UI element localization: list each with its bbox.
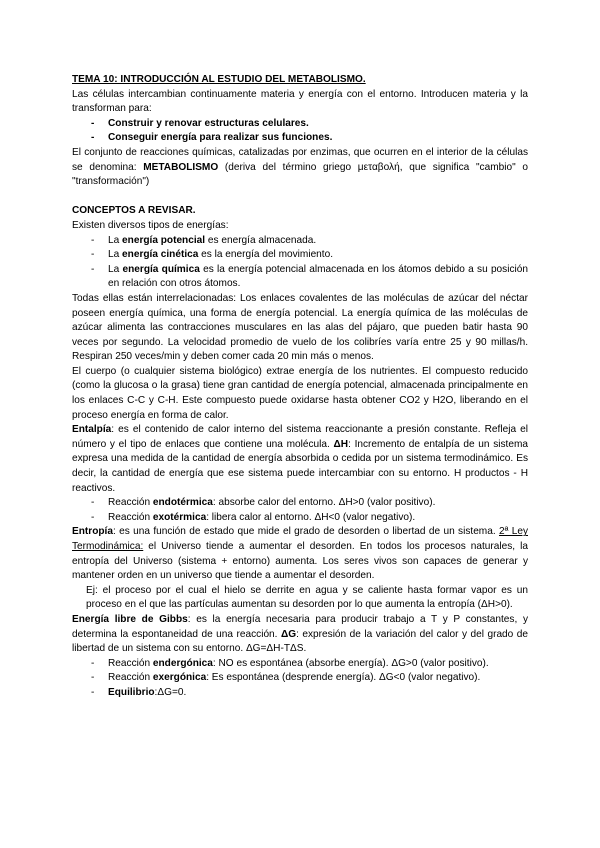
list-item: - Reacción exotérmica: libera calor al entorno. ΔH<0 (valor negativo). bbox=[72, 511, 528, 526]
document-title: TEMA 10: INTRODUCCIÓN AL ESTUDIO DEL METABOLISMO. bbox=[72, 74, 366, 85]
list-item: - La energía cinética es la energía del movimiento. bbox=[72, 248, 528, 263]
gibbs-list bbox=[72, 657, 528, 701]
term-delta-g: ΔG bbox=[280, 628, 297, 640]
term: energía química bbox=[122, 263, 200, 275]
list-item: - Conseguir energía para realizar sus funciones. bbox=[72, 131, 528, 146]
term-entropia: Entropía bbox=[72, 526, 113, 538]
term: endergónica bbox=[152, 657, 213, 669]
term: exotérmica bbox=[152, 511, 207, 523]
list-item: - Reacción endotérmica: absorbe calor del entorno. ΔH>0 (valor positivo). bbox=[72, 496, 528, 511]
energias-list bbox=[72, 234, 528, 292]
list-item: - Equilibrio:ΔG=0. bbox=[72, 686, 528, 701]
gibbs-paragraph: Energía libre de Gibbs: es la energía necesaria para producir trabajo a T y P constantes, y determina la espontaneidad de una reacción. ΔG: expresión de la variación del calor y del grado de libertad de un sistema con su entorno. ΔG=ΔH-TΔS. bbox=[72, 613, 529, 655]
term: exergónica bbox=[152, 672, 207, 684]
intro-list bbox=[72, 117, 528, 146]
text-run: El conjunto de reacciones químicas, catalizadas por enzimas, que ocurren en el interior de la células se denomina: bbox=[72, 146, 528, 173]
metabolismo-paragraph bbox=[72, 146, 528, 190]
list-item: - La energía potencial es energía almacenada. bbox=[72, 234, 528, 249]
entalpia-list bbox=[72, 496, 528, 525]
entalpia-paragraph: Entalpía: es el contenido de calor interno del sistema reaccionante a presión constante. Refleja el número y el tipo de enlaces que contiene una molécula. ΔH: Incremento de entalpía de un sistema expresa una medida de la cantidad de energía absorbida o cedida por un sistema termodinámico. Es decir, la cantidad de energía que ese sistema puede intercambiar con su entorno. H productos - H reactivos. bbox=[72, 424, 528, 494]
document-page bbox=[72, 73, 528, 701]
cuerpo-paragraph: El cuerpo (o cualquier sistema biológico) extrae energía de los nutrientes. El compuesto reducido (como la glucosa o la grasa) tiene gran cantidad de energía potencial, almacenada principalmente en los enlaces C-C y C-H. Este compuesto puede oxidarse hasta obtener CO2 y H2O, liberando en el proceso energía en forma de calor. bbox=[72, 365, 528, 421]
term-delta-h: ΔH bbox=[333, 438, 349, 450]
list-item: - Construir y renovar estructuras celulares. bbox=[72, 117, 528, 132]
term-metabolismo: METABOLISMO bbox=[143, 161, 219, 173]
intro-paragraph: Las células intercambian continuamente materia y energía con el entorno. Introducen materia y la transforman para: bbox=[72, 88, 528, 115]
term: Equilibrio bbox=[108, 686, 155, 698]
term: energía cinética bbox=[122, 249, 199, 261]
energias-intro: Existen diversos tipos de energías: bbox=[72, 219, 229, 231]
section-heading-conceptos: CONCEPTOS A REVISAR. bbox=[72, 205, 196, 217]
list-item: - Reacción endergónica: NO es espontánea (absorbe energía). ΔG>0 (valor positivo). bbox=[72, 657, 528, 672]
entropia-example: Ej: el proceso por el cual el hielo se derrite en agua y se caliente hasta formar vapor es un proceso en el que las partículas aumentan su desorden por lo que aumenta la entropía (ΔH>0). bbox=[86, 584, 528, 611]
entropia-paragraph: Entropía: es una función de estado que mide el grado de desorden o libertad de un sistema. 2ª Ley Termodinámica: el Universo tiende a aumentar el desorden. En todos los procesos naturales, la entropía del Universo (sistema + entorno) aumenta. Los seres vivos son capaces de generar y mantener orden en un universo que tiende a aumentar el desorden. bbox=[72, 526, 528, 582]
list-item: - Reacción exergónica: Es espontánea (desprende energía). ΔG<0 (valor negativo). bbox=[72, 671, 528, 686]
term: endotérmica bbox=[152, 497, 213, 509]
term-entalpia: Entalpía bbox=[72, 424, 112, 436]
term: energía potencial bbox=[122, 234, 206, 246]
term-gibbs: Energía libre de Gibbs bbox=[72, 613, 188, 625]
text-run: (deriva del término griego μεταβολή, que significa "cambio" o "transformación") bbox=[72, 161, 528, 188]
list-item: - La energía química es la energía potencial almacenada en los átomos debido a su posición en relación con otros átomos. bbox=[72, 263, 528, 292]
segunda-ley: 2ª Ley Termodinámica: bbox=[72, 526, 528, 552]
relacion-paragraph: Todas ellas están interrelacionadas: Los enlaces covalentes de las moléculas de azúcar del néctar poseen energía química, una forma de energía potencial. La energía química de las moléculas de azúcar alimenta las contracciones musculares en las alas del pájaro, que pueden batir hasta 90 veces por segundo. La velocidad promedio de vuelo de los colibríes varía entre 25 y 90 millas/h. Respiran 250 veces/min y deben comer cada 20 min más o menos. bbox=[72, 292, 528, 363]
